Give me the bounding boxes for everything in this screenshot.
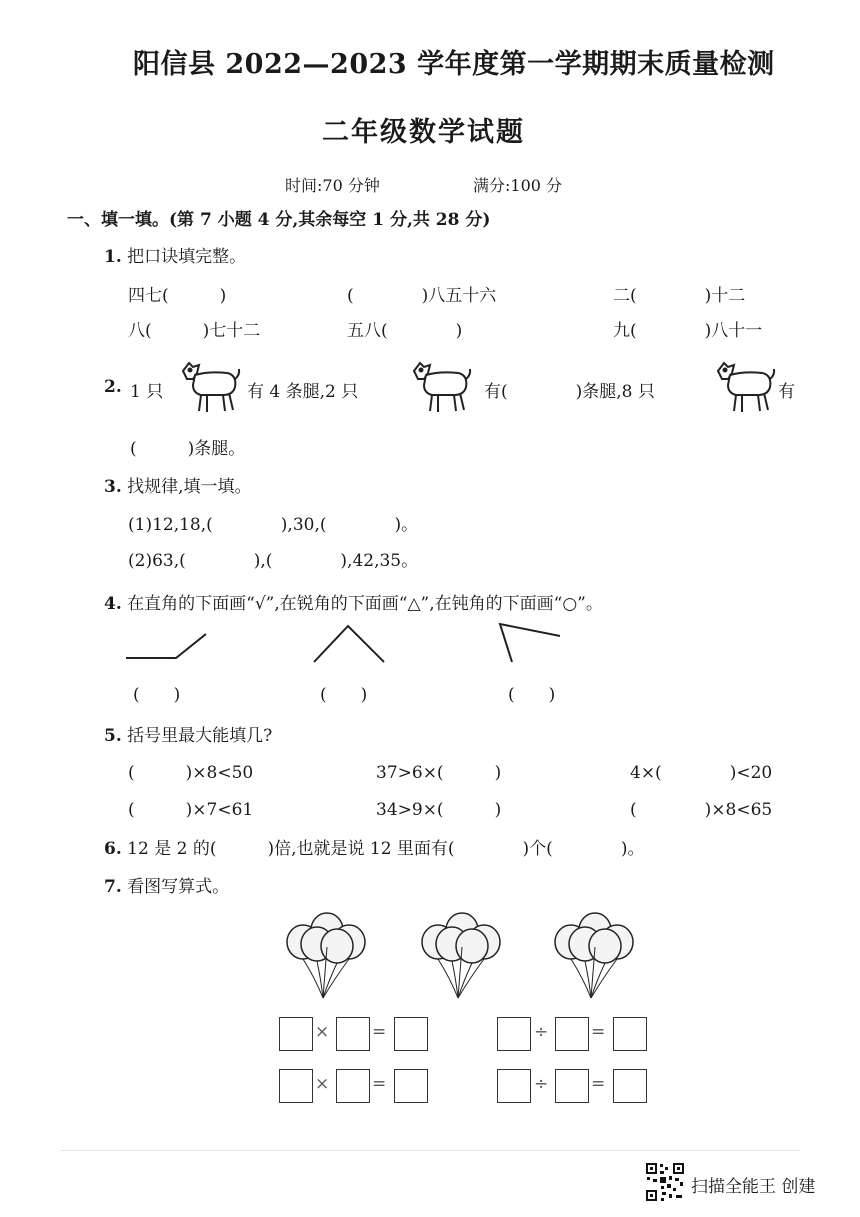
acute-angle-figure [498,620,568,665]
equals-sign: = [591,1074,606,1094]
q4-answer-2: ( ) [320,685,368,705]
divide-sign: ÷ [534,1022,549,1042]
q3-row-2: (2)63,( ),( ),42,35。 [128,551,419,571]
balloon-bunch-icon [551,908,651,1003]
equals-sign: = [372,1022,387,1042]
q1-item: 九( )八十一 [613,321,763,341]
goat-icon [179,357,241,415]
q5-item: ( )×7<61 [128,800,254,820]
exam-subtitle: 二年级数学试题 [322,117,525,148]
q4-answer-1: ( ) [133,685,181,705]
q1-number: 1. [104,247,122,267]
q2-text-part3: 有( )条腿,8 只 [484,382,655,402]
q5-number: 5. [104,726,122,746]
scanner-watermark-text: 扫描全能王 创建 [691,1177,816,1197]
q5-item: 4×( )<20 [630,763,773,783]
answer-box[interactable] [279,1017,313,1051]
q5-prompt [104,721,272,746]
q6-text: 12 是 2 的( )倍,也就是说 12 里面有( )个( )。 [127,839,645,859]
q6-prompt [104,834,644,859]
q3-prompt [104,472,252,497]
q2-text-part1: 1 只 [130,382,164,402]
q4-answer-3: ( ) [508,685,556,705]
exam-title: 阳信县 2022—2023 学年度第一学期期末质量检测 [133,49,775,80]
q6-number: 6. [104,839,122,859]
answer-box[interactable] [394,1069,428,1103]
q3-row-1: (1)12,18,( ),30,( )。 [128,515,419,535]
balloon-bunch-icon [283,908,383,1003]
goat-icon [410,357,472,415]
q5-item: ( )×8<65 [630,800,773,820]
q4-text: 在直角的下面画“√”,在锐角的下面画“△”,在钝角的下面画“○”。 [127,594,603,614]
footer-divider [60,1150,800,1151]
equals-sign: = [591,1022,606,1042]
q7-number: 7. [104,877,122,897]
q2-number: 2. [104,377,122,397]
goat-icon [714,357,776,415]
balloon-bunch-icon [418,908,518,1003]
answer-box[interactable] [497,1069,531,1103]
q2-text-part2: 有 4 条腿,2 只 [247,382,359,402]
q1-item: 八( )七十二 [128,321,261,341]
times-sign: × [315,1022,330,1042]
q3-text: 找规律,填一填。 [127,477,252,497]
q1-text: 把口诀填完整。 [127,247,247,267]
exam-full-score: 满分:100 分 [473,176,563,195]
qr-code-icon [645,1162,685,1202]
q5-item: 34>9×( ) [376,800,502,820]
equals-sign: = [372,1074,387,1094]
q7-prompt [104,872,229,897]
section-1-heading: 一、填一填。(第 7 小题 4 分,其余每空 1 分,共 28 分) [67,210,491,230]
answer-box[interactable] [336,1069,370,1103]
q3-number: 3. [104,477,122,497]
q1-item: ( )八五十六 [347,286,497,306]
answer-box[interactable] [555,1069,589,1103]
q5-text: 括号里最大能填几? [127,726,273,746]
q1-item: 四七( ) [128,286,227,306]
answer-box[interactable] [336,1017,370,1051]
q2-text-part4: 有 [778,382,795,402]
q2-line2: ( )条腿。 [130,439,246,459]
answer-box[interactable] [613,1017,647,1051]
divide-sign: ÷ [534,1074,549,1094]
answer-box[interactable] [555,1017,589,1051]
q4-number: 4. [104,594,122,614]
q1-item: 五八( ) [347,321,463,341]
exam-time: 时间:70 分钟 [285,176,380,195]
q1-prompt [104,242,246,267]
q5-item: 37>6×( ) [376,763,502,783]
q4-prompt [104,589,603,614]
times-sign: × [315,1074,330,1094]
answer-box[interactable] [279,1069,313,1103]
right-angle-figure [312,620,392,665]
q5-item: ( )×8<50 [128,763,254,783]
q7-text: 看图写算式。 [127,877,230,897]
answer-box[interactable] [497,1017,531,1051]
answer-box[interactable] [394,1017,428,1051]
q1-item: 二( )十二 [613,286,746,306]
obtuse-angle-figure [124,628,214,668]
answer-box[interactable] [613,1069,647,1103]
